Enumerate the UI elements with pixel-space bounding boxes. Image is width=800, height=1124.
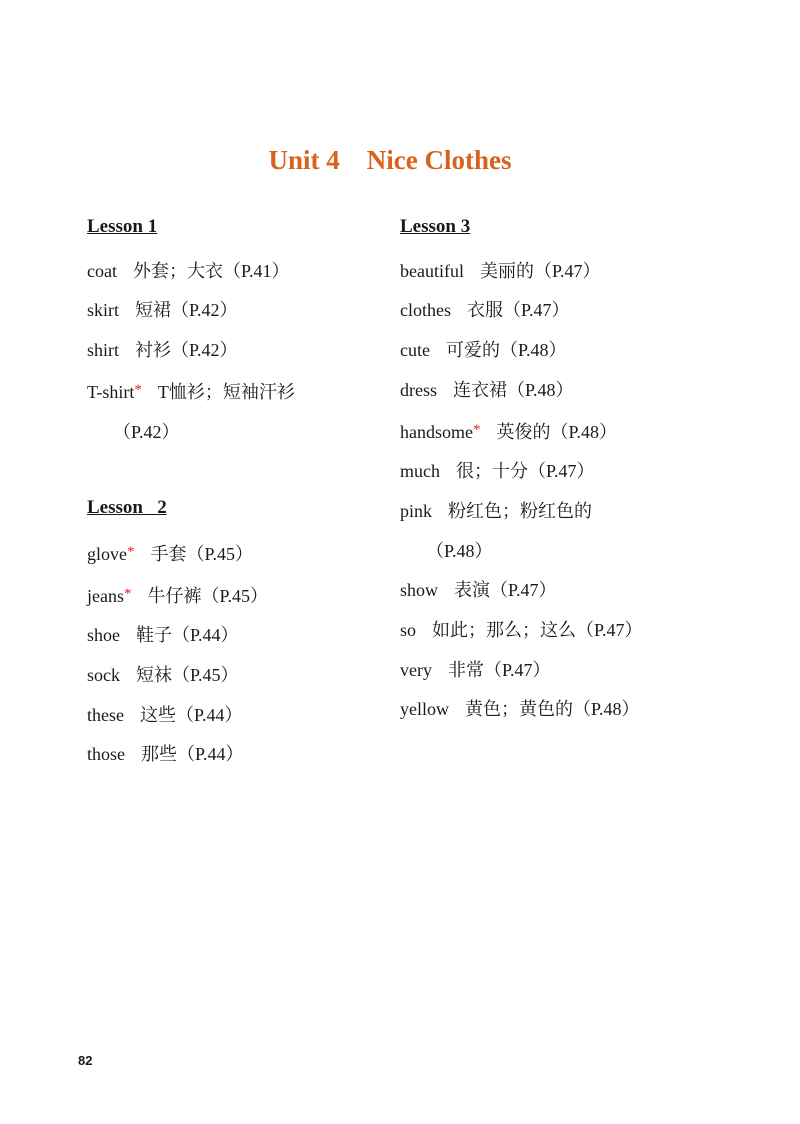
vocab-word: very [400, 659, 432, 680]
vocab-entry-very [400, 651, 730, 691]
vocab-word: those [87, 744, 125, 765]
lesson-1-vocab-list [87, 252, 417, 453]
vocab-meaning: 短裙（P.42） [135, 300, 238, 321]
vocab-entry-sock [87, 656, 417, 696]
vocab-meaning: 短袜（P.45） [136, 665, 239, 685]
lesson-2-heading: Lesson 2 [87, 497, 167, 519]
vocab-word: clothes [400, 300, 451, 321]
vocab-entry-these [87, 696, 417, 736]
optional-word-star: * [472, 421, 481, 438]
vocab-meaning: 衬衫（P.42） [135, 340, 238, 361]
vocab-entry-much [400, 452, 730, 492]
vocab-meaning: 黄色；黄色的（P.48） [465, 699, 640, 720]
vocab-entry-glove [87, 533, 417, 575]
vocab-meaning: 很；十分（P.47） [456, 461, 595, 482]
vocab-word: handsome [400, 421, 473, 442]
vocab-entry-beautiful [400, 252, 730, 292]
vocab-word: show [400, 580, 439, 601]
vocab-meaning: 衣服（P.47） [467, 300, 570, 321]
page-title: Unit 4 Nice Clothes [268, 145, 512, 175]
optional-word-star: * [134, 381, 142, 398]
vocab-entry-t-shirt [87, 371, 417, 452]
vocab-meaning: 这些（P.44） [139, 704, 243, 725]
vocab-entry-pink [400, 492, 730, 571]
vocab-meaning: 那些（P.44） [141, 744, 244, 765]
vocab-word: beautiful [400, 260, 464, 281]
vocab-word: shirt [87, 340, 120, 361]
vocab-word: these [87, 704, 124, 725]
vocab-word: shoe [87, 625, 120, 646]
lesson-2-vocab-list [87, 533, 417, 775]
optional-word-star: * [123, 585, 132, 602]
vocab-entry-those [87, 735, 417, 775]
vocab-meaning: 可爱的（P.48） [445, 340, 567, 361]
vocab-entry-shoe [87, 616, 417, 656]
vocab-word: jeans [87, 585, 124, 606]
vocab-meaning: 鞋子（P.44） [136, 625, 239, 646]
section-spacer [87, 452, 417, 493]
vocab-entry-dress [400, 371, 730, 411]
vocab-word: T-shirt [87, 381, 135, 402]
vocab-meaning: 英俊的（P.48） [496, 421, 617, 442]
vocab-word: yellow [400, 699, 449, 720]
vocab-meaning: 手套（P.45） [150, 543, 254, 564]
vocab-meaning: 表演（P.47） [454, 580, 557, 601]
vocab-meaning: 如此；那么；这么（P.47） [432, 620, 643, 641]
vocab-word: dress [400, 379, 437, 400]
vocab-entry-coat [87, 252, 417, 292]
vocab-meaning: 美丽的（P.47） [479, 260, 601, 281]
vocab-entry-cute [400, 331, 730, 371]
vocab-word: pink [400, 500, 433, 521]
vocab-meaning-continuation: （P.42） [113, 421, 180, 442]
vocab-entry-yellow [400, 690, 730, 730]
vocab-entry-clothes [400, 291, 730, 331]
vocab-meaning-continuation: （P.48） [426, 540, 493, 561]
right-column [400, 212, 730, 730]
vocab-entry-show [400, 571, 730, 611]
vocab-meaning: T恤衫；短袖汗衫 [157, 381, 295, 402]
vocab-entry-skirt [87, 291, 417, 331]
left-column [87, 212, 417, 775]
lesson-3-vocab-list [400, 252, 730, 730]
lesson-3-heading: Lesson 3 [400, 216, 471, 237]
vocab-entry-so [400, 611, 730, 651]
lesson-1-heading: Lesson 1 [87, 216, 158, 237]
vocab-word: cute [400, 340, 430, 361]
vocab-entry-handsome [400, 411, 730, 453]
vocab-word: much [400, 461, 440, 482]
vocab-word: sock [87, 665, 120, 685]
optional-word-star: * [127, 543, 135, 560]
page-number: 82 [78, 1053, 93, 1068]
vocab-entry-shirt [87, 331, 417, 371]
vocab-meaning: 非常（P.47） [447, 659, 551, 680]
vocab-meaning: 牛仔裤（P.45） [147, 585, 268, 606]
vocab-entry-jeans [87, 575, 417, 617]
vocab-word: skirt [87, 300, 120, 321]
vocab-meaning: 连衣裙（P.48） [453, 379, 574, 400]
vocab-meaning: 粉红色；粉红色的 [448, 500, 593, 521]
vocab-word: coat [87, 260, 117, 281]
vocab-meaning: 外套；大衣（P.41） [132, 260, 290, 281]
vocab-word: so [400, 620, 417, 641]
vocab-word: glove [87, 543, 127, 564]
